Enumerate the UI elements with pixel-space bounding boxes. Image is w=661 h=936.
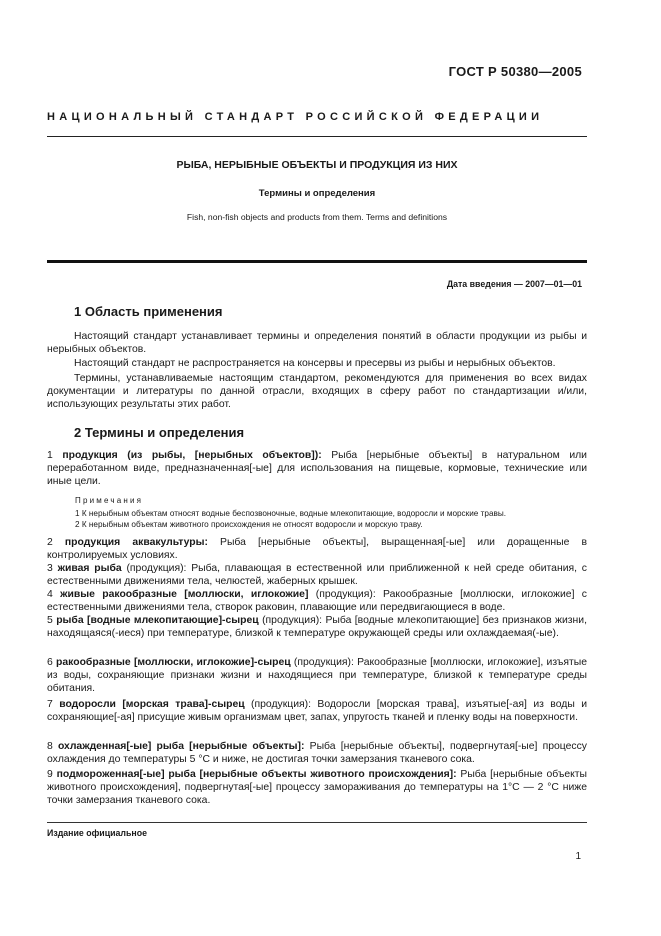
term-number: 3 (47, 563, 53, 574)
term-definition: (продукция): Ракообразные [моллюски, иглокожие], изъятые из воды, сохраняющие признаки жизни и находящиеся при температуре, близкой к температуре среды обитания. (47, 657, 587, 694)
english-title: Fish, non-fish objects and products from them. Terms and definitions (186, 212, 448, 222)
term-number: 5 (47, 615, 53, 626)
term-name: подмороженная[-ые] рыба [нерыбные объекты животного происхождения]: (56, 769, 457, 780)
title-divider (47, 260, 587, 263)
term-definition: (продукция): Водоросли [морская трава], изъятые[-ая] из воды и сохраняющие[-ая] присущие живым организмам цвет, запах, упругость тканей и пленку воды на поверхности. (47, 699, 587, 723)
term-name: охлажденная[-ые] рыба [нерыбные объекты]: (57, 741, 305, 752)
term-definition: Рыба [нерыбные объекты животного происхождения], подвергнутая[-ые] процессу замораживания до температуры на 1°С — 2 °С ниже точки замерзания тканевого сока. (47, 769, 588, 806)
scope-paragraph-2: Настоящий стандарт не распространяется на консервы и пресервы из рыбы и нерыбных объектов. (74, 358, 556, 369)
term-number: 4 (47, 589, 53, 600)
term-name: ракообразные [моллюски, иглокожие]-сырец (56, 657, 291, 668)
scope-paragraph-3: Термины, устанавливаемые настоящим стандартом, рекомендуются для применения во всех видах документации и литературы по данной отрасли, входящих в сферу работ по стандартизации и/или, использующих результаты этих работ. (47, 373, 587, 410)
section-2-heading: 2 Термины и определения (74, 425, 245, 440)
term-definition: (продукция): Рыба, плавающая в естественной или приближенной к ней среде обитания, с естественными движениями тела, челюстей, жаберных крышек. (47, 563, 588, 587)
term-name: продукция аквакультуры: (64, 537, 208, 548)
header-divider (47, 136, 587, 137)
section-1-heading: 1 Область применения (74, 304, 223, 319)
term-entry-7 (47, 698, 587, 724)
term-definition: (продукция): Ракообразные [моллюски, иглокожие] с естественными движениями тела, створок раковин, плавающие или передвигающиеся в воде. (47, 589, 587, 613)
introduction-date: Дата введения — 2007—01—01 (446, 279, 582, 289)
scope-paragraph-1: Настоящий стандарт устанавливает термины и определения понятий в области продукции из рыбы и нерыбных объектов. (47, 331, 587, 355)
term-definition: Рыба [нерыбные объекты], подвергнутая[-ые] процессу охлаждения до температуры 5 °С и ниже, не достигая точки замерзания тканевого сока. (47, 741, 588, 765)
term-definition: (продукция): Рыба [водные млекопитающие] без признаков жизни, находящаяся(-иеся) при температуре, близкой к температуре окружающей среды или охлаждаемая(-ые). (47, 615, 587, 639)
term-entry-5 (47, 614, 587, 640)
term-name: рыба [водные млекопитающие]-сырец (56, 615, 259, 626)
term-name: водоросли [морская трава]-сырец (59, 699, 245, 710)
term-entry-3 (47, 562, 587, 588)
term-definition: Рыба [нерыбные объекты], выращенная[-ые] или доращенные в контролируемых условиях. (47, 537, 587, 561)
page-number: 1 (575, 851, 581, 862)
term-entry-8 (47, 740, 587, 766)
term-entry-6 (47, 656, 587, 695)
term-number: 9 (47, 769, 53, 780)
term-entry-4 (47, 588, 587, 614)
footer-divider (47, 822, 587, 823)
term-number: 6 (47, 657, 53, 668)
term-name: живые ракообразные [моллюски, иглокожие] (60, 589, 309, 600)
term-number: 1 (47, 450, 53, 461)
term-definition: Рыба [нерыбные объекты] в натуральном или переработанном виде, предназначенная[-ые] для использования на пищевые, кормовые, технические или иные цели. (47, 450, 587, 487)
document-title: РЫБА, НЕРЫБНЫЕ ОБЪЕКТЫ И ПРОДУКЦИЯ ИЗ НИХ (176, 159, 458, 171)
standard-number: ГОСТ Р 50380—2005 (448, 64, 582, 79)
official-edition-label: Издание официальное (47, 828, 147, 838)
note-2: 2 К нерыбным объектам животного происхождения не относят водоросли и морскую траву. (75, 520, 423, 529)
term-entry-2 (47, 536, 587, 562)
document-subtitle: Термины и определения (258, 188, 376, 199)
term-entry-1 (47, 449, 587, 488)
notes-label: Примечания (75, 496, 144, 505)
note-1: 1 К нерыбным объектам относят водные беспозвоночные, водные млекопитающие, водоросли и морские травы. (75, 509, 507, 518)
national-standard-banner: НАЦИОНАЛЬНЫЙ СТАНДАРТ РОССИЙСКОЙ ФЕДЕРАЦИИ (47, 111, 544, 123)
term-number: 8 (47, 741, 53, 752)
term-number: 7 (47, 699, 53, 710)
term-entry-9 (47, 768, 587, 807)
term-name: живая рыба (57, 563, 122, 574)
term-number: 2 (47, 537, 53, 548)
term-name: продукция (из рыбы, [нерыбных объектов]): (62, 450, 322, 461)
